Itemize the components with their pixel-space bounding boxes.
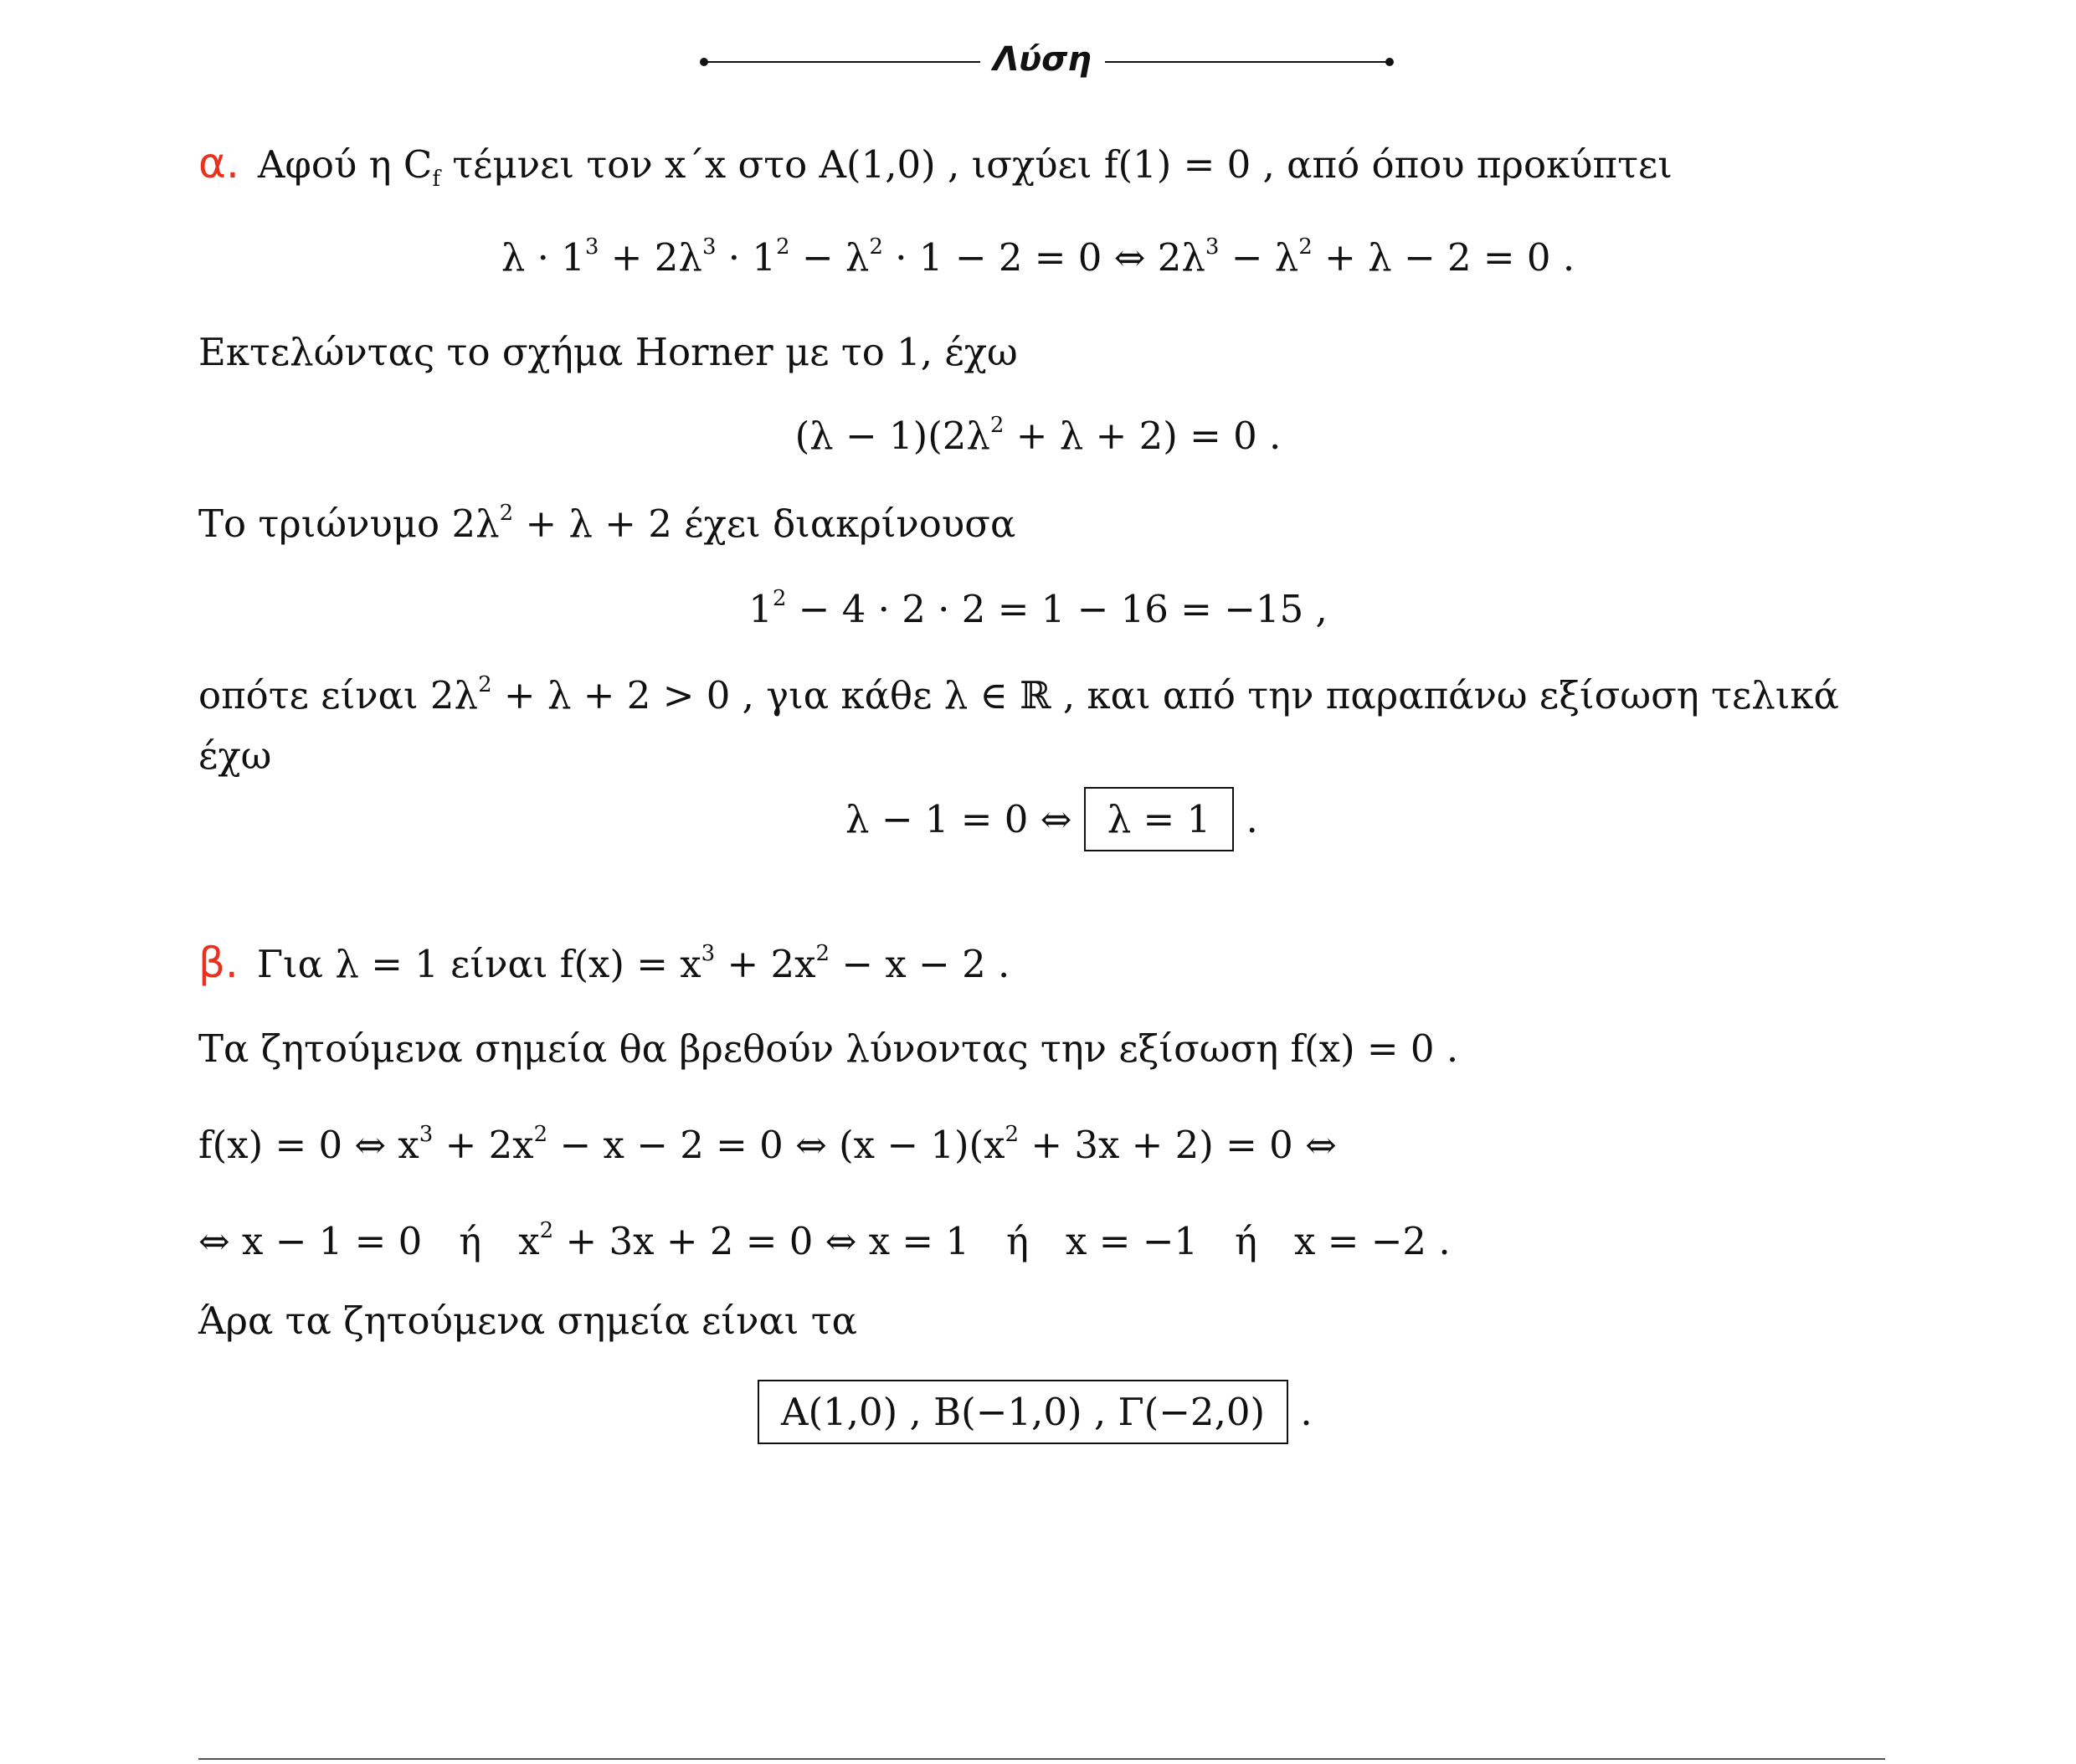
equation-final-lambda: λ − 1 = 0 ⇔ λ = 1 . bbox=[845, 787, 1258, 851]
part-b-intro: β. Για λ = 1 είναι $f(x) = x^3 + 2x^2 - x - 2$ . bbox=[198, 939, 1010, 987]
equation-discriminant: $1^2 - 4 \cdot 2 \cdot 2 = 1 - 16 = -15$ , bbox=[748, 586, 1328, 631]
header-dot-right bbox=[1385, 58, 1394, 66]
part-b-marker: β. bbox=[198, 939, 239, 987]
trinomial-text: Το τριώνυμο $2\lambda^2 + \lambda + 2$ έχει διακρίνουσα bbox=[198, 501, 1016, 546]
conclusion-text: οπότε είναι $2\lambda^2 + \lambda + 2 > 0$ , για κάθε λ ∈ ℝ , και από την παραπάνω εξίσωση τελικά bbox=[198, 672, 1839, 717]
equation-roots: ⇔ x − 1 = 0 ή $x^2 + 3x + 2 = 0$ ⇔ x = 1 ή x = −1 ή x = −2 . bbox=[198, 1218, 1451, 1263]
boxed-result-points: A(1,0) , B(−1,0) , Γ(−2,0) bbox=[758, 1380, 1288, 1444]
footer-rule bbox=[198, 1758, 1885, 1760]
header-rule-left bbox=[704, 61, 980, 63]
part-b-task: Τα ζητούμενα σημεία θα βρεθούν λύνοντας την εξίσωση f(x) = 0 . bbox=[198, 1026, 1459, 1071]
equation-solve-fx: f(x) = 0 ⇔ $x^3 + 2x^2 - x - 2 = 0$ ⇔ $(x - 1)(x^2 + 3x + 2) = 0$ ⇔ bbox=[198, 1122, 1337, 1167]
horner-text: Εκτελώντας το σχήμα Horner με το 1, έχω bbox=[198, 330, 1018, 374]
equation-factored: $(\lambda - 1)(2\lambda^2 + \lambda + 2) = 0$ . bbox=[794, 413, 1282, 458]
answer-points: A(1,0) , B(−1,0) , Γ(−2,0) . bbox=[758, 1380, 1313, 1444]
header-title: Λύση bbox=[993, 40, 1092, 79]
part-b-conclusion: Άρα τα ζητούμενα σημεία είναι τα bbox=[198, 1299, 858, 1343]
equation-lambda-substitution: $\lambda \cdot 1^3 + 2\lambda^3 \cdot 1^2 - \lambda^2 \cdot 1 - 2 = 0$ ⇔ $2\lambda^3 - \lambda^2 + \lambda - 2 = 0$ . bbox=[501, 234, 1575, 280]
part-a-intro: α. Αφού η $C_f$ τέμνει τον x΄x στο A(1,0) , ισχύει f(1) = 0 , από όπου προκύπτει bbox=[198, 139, 1673, 192]
header-rule-right bbox=[1105, 61, 1390, 63]
part-a-marker: α. bbox=[198, 139, 239, 188]
conclusion-text-cont: έχω bbox=[198, 733, 272, 778]
boxed-result-lambda: λ = 1 bbox=[1084, 787, 1234, 851]
